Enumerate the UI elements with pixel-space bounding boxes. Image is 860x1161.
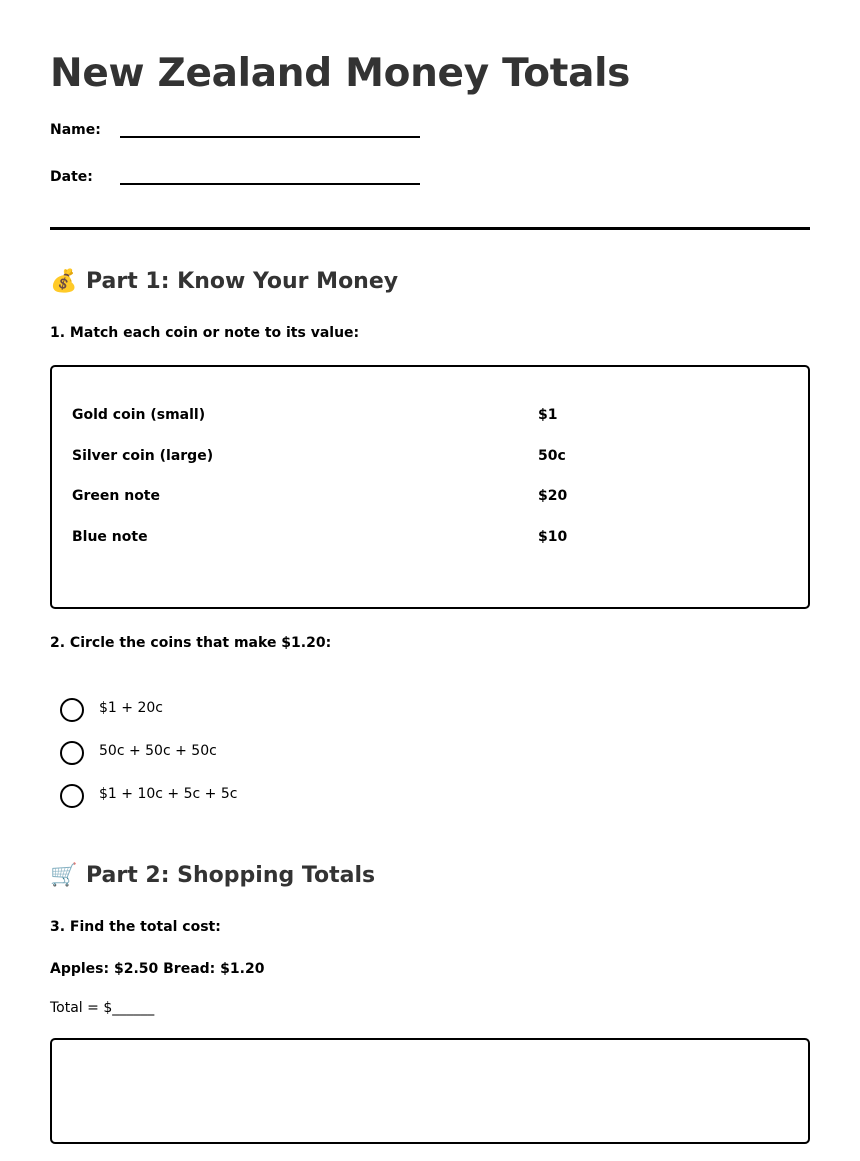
match-value: 50c [538,448,566,464]
date-field [50,169,470,199]
total-line: Total = $______ [50,1000,155,1016]
header-divider [50,227,810,230]
match-row [72,407,792,429]
option-item[interactable] [60,741,460,767]
match-item: Silver coin (large) [72,448,214,464]
match-box [50,365,810,609]
match-row [72,529,792,551]
match-value: $20 [538,488,568,504]
question-2-prompt: 2. Circle the coins that make $1.20: [50,635,332,651]
answer-box[interactable] [50,1038,810,1144]
date-label: Date: [50,169,93,185]
option-label: $1 + 20c [99,700,163,716]
match-row [72,488,792,510]
option-label: $1 + 10c + 5c + 5c [99,786,238,802]
name-input-line[interactable] [120,136,420,138]
date-input-line[interactable] [120,183,420,185]
name-field [50,122,470,152]
option-item[interactable] [60,698,460,724]
shopping-items: Apples: $2.50 Bread: $1.20 [50,961,265,977]
part1-title: Part 1: Know Your Money [86,269,399,294]
circle-option-icon[interactable] [60,784,84,808]
match-row [72,448,792,470]
option-item[interactable] [60,784,460,810]
money-bag-icon: 💰 [50,269,78,294]
option-label: 50c + 50c + 50c [99,743,217,759]
match-value: $10 [538,529,568,545]
part1-heading [50,267,398,297]
question-3-prompt: 3. Find the total cost: [50,919,221,935]
match-item: Gold coin (small) [72,407,206,423]
part2-heading [50,861,375,891]
match-value: $1 [538,407,558,423]
shopping-cart-icon: 🛒 [50,863,78,888]
name-label: Name: [50,122,101,138]
part2-title: Part 2: Shopping Totals [86,863,376,888]
question-1-prompt: 1. Match each coin or note to its value: [50,325,360,341]
circle-option-icon[interactable] [60,698,84,722]
circle-option-icon[interactable] [60,741,84,765]
page-title: New Zealand Money Totals [50,51,631,96]
match-item: Blue note [72,529,148,545]
match-item: Green note [72,488,160,504]
